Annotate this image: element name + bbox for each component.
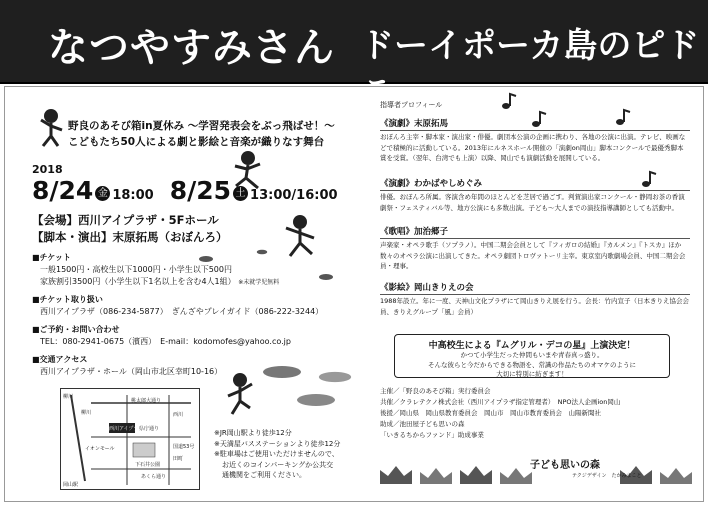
venue-block	[32, 212, 228, 246]
date-1: 8/24	[32, 176, 94, 205]
organizer-line: 助成／池田屋子ども思いの森	[380, 420, 465, 428]
map-label: 田町	[173, 456, 184, 462]
organizer-line: 「いきるちからファンド」助成事業	[380, 431, 484, 439]
dancing-figure-icon	[36, 108, 66, 148]
map-label: 西川	[173, 412, 184, 418]
design-credit: テクジデザイン たかみまこと	[572, 473, 642, 479]
title-natsuyasumisan: なつやすみさん	[48, 25, 335, 71]
subtitle-line-2: こどもたち50人による劇と影絵と音楽が織りなす舞台	[68, 136, 325, 148]
profile-item	[380, 226, 690, 272]
map-roads	[61, 389, 199, 489]
access-line: 西川アイプラザ・ホール（岡山市北区幸町10-16）	[40, 367, 223, 376]
map-label: 国道53号	[173, 444, 195, 450]
day-badge-1: 金	[95, 186, 110, 201]
map-label: あくら通り	[141, 474, 167, 480]
profile-label: 指導者プロフィール	[380, 101, 443, 109]
map-note: ※JR岡山駅より徒歩12分	[214, 429, 292, 437]
map-label: 下石井公園	[135, 462, 161, 468]
map-label: 岡山駅	[63, 482, 79, 488]
time-1: 18:00	[112, 188, 154, 203]
subtitle-line-1: 野良のあそび箱in夏休み ～学習発表会をぶっ飛ばせ！～	[68, 120, 335, 132]
sponsor-logo: 子ども思いの森	[530, 460, 600, 471]
profile-head: 《演劇》わかばやしめぐみ	[380, 179, 483, 189]
profile-head: 《歌唱》加治郷子	[380, 227, 449, 237]
notice-line: そんな彼らと今だからできる物語を、常識の作品たちのオマケのように	[428, 360, 636, 369]
ticket-family-discount: 家族割引3500円（小学生以下1名以上を含む4人1組） ※未就学児無料	[40, 277, 280, 286]
organizer-line: 主催／「野良のあそび箱」実行委員会	[380, 387, 491, 395]
contact-head: ■ご予約・お問い合わせ	[32, 325, 120, 334]
profile-head: 《演劇》末原拓馬	[380, 119, 449, 129]
organizer-line: 共催／クラレテクノ株式会社（西川アイプラザ指定管理者） NPO法人企画ion岡山	[380, 398, 621, 406]
profile-text: 声楽家・オペラ歌手（ソプラノ）。中国二期会会員として『フィガロの結婚』『カルメン』『トスカ』ほか数々のオペラ公演に出演してきた。オペラ劇団トロヴァトーリ主宰。東京室内歌劇場会員、中国二期会会員・理事。	[380, 238, 690, 272]
ticket-note: ※未就学児無料	[238, 279, 280, 286]
ticket-outlets-line: 西川アイプラザ（086-234-5877） ぎんざやプレイガイド（086-222-3244）	[40, 307, 324, 316]
map-note: ※駐車場はご使用いただけませんので、	[214, 450, 339, 458]
contact-line: TEL：080-2941-0675（濱西） E-mail：kodomofes@yahoo.co.jp	[40, 337, 291, 346]
map-notes	[214, 428, 364, 481]
map-label: 県庁通り	[139, 426, 160, 432]
event-subtitle	[68, 118, 368, 150]
notice-line: かつて小学生だった仲間もいまや青春真っ盛り。	[460, 351, 604, 359]
date-2: 8/25	[169, 176, 232, 205]
ticket-info	[32, 252, 332, 289]
hopping-figure-icon	[222, 372, 258, 416]
cloud-icon	[296, 392, 336, 408]
map-label: 西川アイプラザ	[109, 426, 144, 432]
ticket-outlets	[32, 294, 332, 318]
notice-box	[394, 334, 670, 378]
access-map	[60, 388, 200, 490]
map-label: 柳川	[63, 394, 74, 400]
profile-item	[380, 282, 690, 317]
organizer-line: 後援／岡山県 岡山県教育委員会 岡山市 岡山市教育委員会 山陽新聞社	[380, 409, 601, 417]
map-note: ※天満屋バスステーションより徒歩12分	[214, 439, 341, 448]
notice-line: 大切に特別に紡ぎます！	[496, 370, 568, 378]
day-badge-2: 土	[233, 186, 248, 201]
access-info	[32, 354, 332, 378]
profile-head: 《影絵》岡山きりえの会	[380, 283, 474, 293]
notice-head: 中高校生による『ムグリル・デコの星』上演決定！	[428, 341, 636, 351]
map-label: イオンモール	[85, 446, 115, 452]
ticket-outlets-head: ■チケット取り扱い	[32, 295, 103, 304]
title-pidora: ドーイポーカ島のピドラ	[360, 26, 700, 115]
map-label: 柳川	[81, 410, 92, 416]
director: 【脚本・演出】末原拓馬（おぼんろ）	[32, 230, 228, 244]
map-note: お近くのコインパーキングか公共交	[222, 460, 334, 469]
event-dates	[32, 176, 338, 205]
map-label: 桃太郎大通り	[131, 398, 162, 404]
profile-text: 俳優。おぼんろ所属。客演含め年間のほとんどを芝居で過ごす。判賀演出家コンクール・静岡お茶の香演劇祭・フェスティバル等、地方公演にも多数出演。子ども～大人までの演技指導講師としても活動中。	[380, 190, 690, 213]
ticket-head: ■チケット	[32, 253, 71, 262]
profile-item	[380, 118, 690, 164]
music-note-icon	[500, 92, 518, 110]
event-year: 2018	[32, 163, 63, 176]
map-note: 通機関をご利用ください。	[222, 471, 306, 479]
venue: 【会場】西川アイプラザ・5Fホール	[32, 213, 219, 227]
profile-item	[380, 178, 690, 213]
contact-info	[32, 324, 332, 348]
access-head: ■交通アクセス	[32, 355, 88, 364]
ticket-price: 一般1500円・高校生以下1000円・小学生以下500円	[40, 265, 232, 274]
profile-text: おぼんろ主宰・脚本家・演出家・俳優。劇団本公演の企画に携わり、各地の公演に出演。テレビ、映画などで積極的に活動している。2013年にルネスホール開催の「演劇on岡山」脚本コンクールで最優秀脚本賞を受賞。（翌年、台湾でも上演）以降、岡山でも演劇活動を展開している。	[380, 130, 690, 164]
profile-text: 1988年設立。年に一度、天神山文化プラザにて岡山きりえ展を行う。会長：竹内宣子（日本きりえ協会会員、きりえグループ「風」会員）	[380, 294, 690, 317]
organizers	[380, 386, 700, 441]
time-2: 13:00/16:00	[250, 188, 338, 203]
